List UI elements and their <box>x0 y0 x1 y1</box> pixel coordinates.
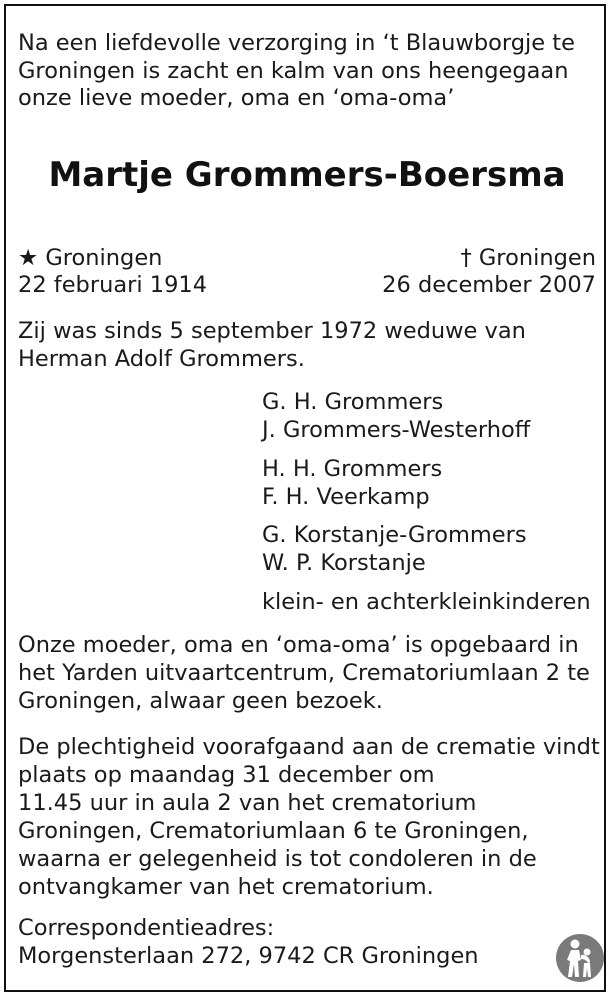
family-member: G. H. Grommers <box>262 389 444 415</box>
family-member: F. H. Veerkamp <box>262 484 430 510</box>
memorial-emblem-icon <box>555 933 605 983</box>
ceremony-line: ontvangkamer van het crematorium. <box>18 874 434 900</box>
birth-place: ★ Groningen <box>18 245 163 271</box>
correspondence-address: Morgensterlaan 272, 9742 CR Groningen <box>18 943 479 969</box>
intro-line: Groningen is zacht en kalm van ons heengegaan <box>18 58 569 84</box>
widow-line: Herman Adolf Grommers. <box>18 346 305 372</box>
family-member: W. P. Korstanje <box>262 550 426 576</box>
family-member: H. H. Grommers <box>262 456 443 482</box>
cross-icon: † <box>460 245 472 271</box>
deceased-name: Martje Grommers-Boersma <box>48 155 566 195</box>
viewing-line: het Yarden uitvaartcentrum, Crematoriumlaan 2 te <box>18 660 590 686</box>
family-member: J. Grommers-Westerhoff <box>262 417 531 443</box>
ceremony-line: 11.45 uur in aula 2 van het crematorium <box>18 790 477 816</box>
widow-line: Zij was sinds 5 september 1972 weduwe van <box>18 318 526 344</box>
intro-line: onze lieve moeder, oma en ‘oma-oma’ <box>18 85 455 111</box>
star-icon: ★ <box>18 245 39 271</box>
viewing-line: Onze moeder, oma en ‘oma-oma’ is opgebaard in <box>18 632 579 658</box>
ceremony-line: plaats op maandag 31 december om <box>18 762 435 788</box>
family-member: G. Korstanje-Grommers <box>262 522 527 548</box>
viewing-line: Groningen, alwaar geen bezoek. <box>18 688 383 714</box>
death-date: 26 december 2007 <box>382 272 596 298</box>
correspondence-label: Correspondentieadres: <box>18 915 275 941</box>
intro-line: Na een liefdevolle verzorging in ‘t Blauwborgje te <box>18 30 575 56</box>
family-member: klein- en achterkleinkinderen <box>262 589 591 615</box>
death-place: † Groningen <box>460 245 596 271</box>
birth-date: 22 februari 1914 <box>18 272 208 298</box>
ceremony-line: De plechtigheid voorafgaand aan de crematie vindt <box>18 734 600 760</box>
ceremony-line: Groningen, Crematoriumlaan 6 te Groningen, <box>18 818 529 844</box>
ceremony-line: waarna er gelegenheid is tot condoleren in de <box>18 846 537 872</box>
